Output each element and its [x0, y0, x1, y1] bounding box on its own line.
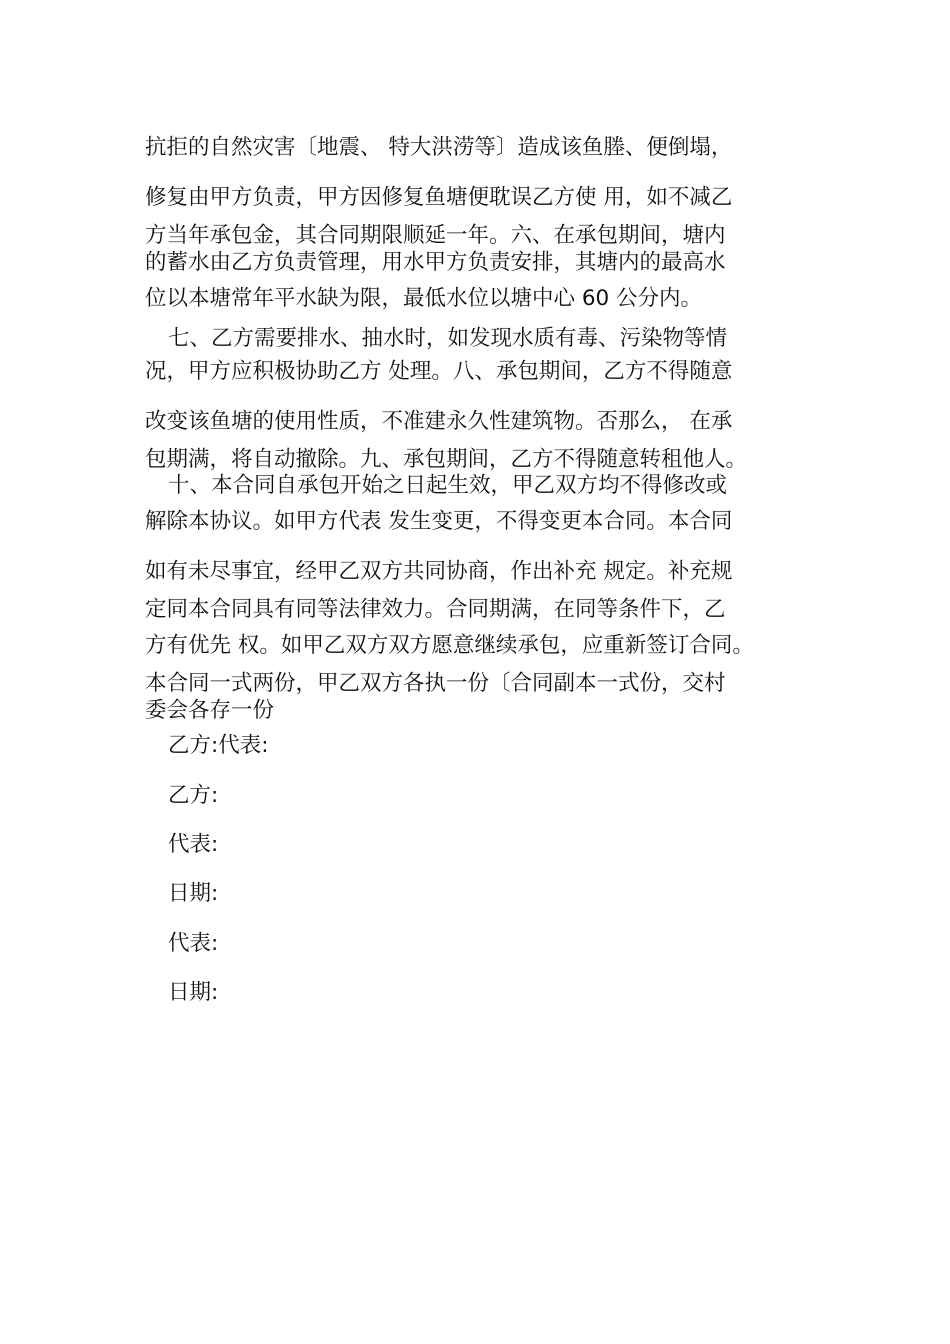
paragraph-line: 解除本协议。如甲方代表 发生变更，不得变更本合同。本合同 — [145, 509, 733, 534]
signature-line: 代表: — [168, 931, 219, 956]
paragraph-line: 方有优先 权。如甲乙双方双方愿意继续承包，应重新签订合同。 — [145, 633, 754, 658]
paragraph-line: 本合同一式两份，甲乙双方各执一份〔合同副本一式份，交村 — [145, 671, 726, 696]
paragraph-line: 改变该鱼塘的使用性质，不准建永久性建筑物。否那么， 在承 — [145, 409, 733, 434]
paragraph-line: 委会各存一份 — [145, 698, 275, 723]
signature-line: 日期: — [168, 980, 219, 1005]
signature-line: 乙方: — [168, 783, 219, 808]
paragraph-line: 况，甲方应积极协助乙方 处理。八、承包期间，乙方不得随意 — [145, 359, 733, 384]
signature-line: 乙方:代表: — [168, 733, 269, 758]
signature-line: 日期: — [168, 881, 219, 906]
paragraph-line: 七、乙方需要排水、抽水时，如发现水质有毒、污染物等情 — [168, 326, 728, 351]
paragraph-line: 方当年承包金，其合同期限顺延一年。六、在承包期间，塘内 — [145, 223, 726, 248]
paragraph-line: 位以本塘常年平水缺为限，最低水位以塘中心 60 公分内。 — [145, 286, 703, 311]
paragraph-line: 的蓄水由乙方负责管理，用水甲方负责安排，其塘内的最高水 — [145, 250, 726, 275]
paragraph-line: 包期满，将自动撤除。九、承包期间，乙方不得随意转租他人。 — [145, 447, 748, 472]
paragraph-line: 十、本合同自承包开始之日起生效，甲乙双方均不得修改或 — [168, 473, 728, 498]
paragraph-line: 定同本合同具有同等法律效力。合同期满，在同等条件下，乙 — [145, 597, 726, 622]
signature-line: 代表: — [168, 832, 219, 857]
paragraph-line: 抗拒的自然灾害〔地震、 特大洪涝等〕造成该鱼塍、便倒塌， — [145, 135, 733, 160]
paragraph-line: 如有未尽事宜，经甲乙双方共同协商，作出补充 规定。补充规 — [145, 559, 733, 584]
paragraph-line: 修复由甲方负责，甲方因修复鱼塘便耽误乙方使 用，如不减乙 — [145, 185, 733, 210]
